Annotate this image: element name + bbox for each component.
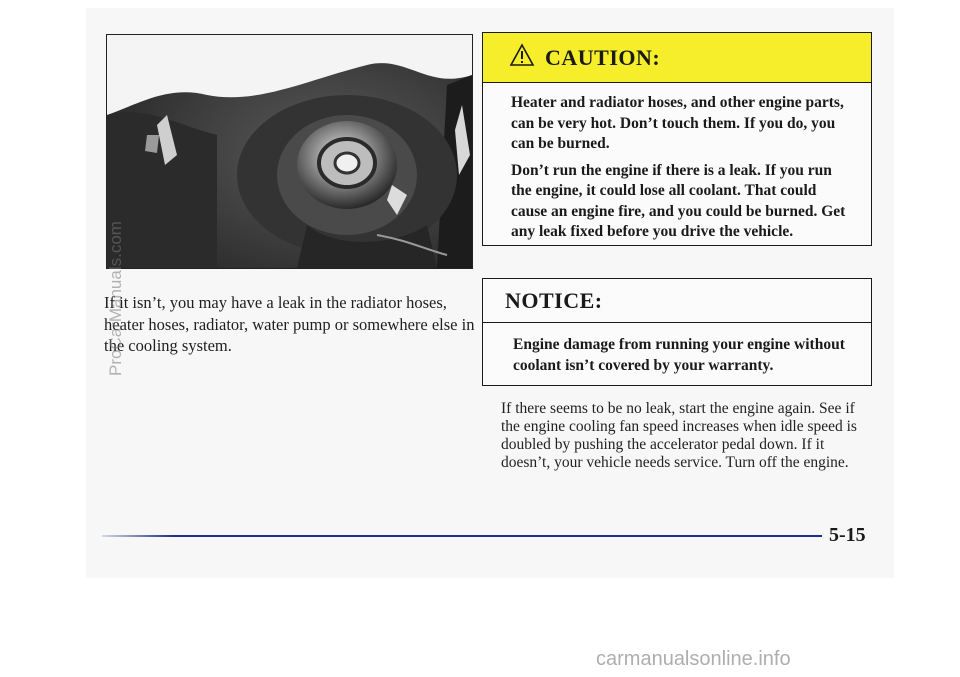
caution-header bbox=[483, 33, 871, 83]
engine-radiator-cap-photo bbox=[106, 34, 473, 269]
notice-header bbox=[483, 279, 871, 323]
page-number: 5-15 bbox=[829, 524, 866, 546]
restart-engine-paragraph: If there seems to be no leak, start the engine again. See if the engine cooling fan speed increases when idle speed is doubled by pushing the accelerator pedal down. If it doesn’t, your vehicle needs service. Turn off the engine. bbox=[501, 400, 857, 471]
watermark-procarmanuals: ProCarManuals.com bbox=[106, 221, 125, 376]
caution-box bbox=[482, 32, 872, 246]
watermark-carmanualsonline: carmanualsonline.info bbox=[596, 648, 791, 670]
notice-title: NOTICE: bbox=[505, 287, 603, 313]
leak-check-paragraph: If it isn’t, you may have a leak in the radiator hoses, heater hoses, radiator, water pump or somewhere else in the cooling system. bbox=[104, 293, 475, 355]
caution-paragraph: Heater and radiator hoses, and other engine parts, can be very hot. Don’t touch them. If you do, you can be burned. bbox=[511, 94, 844, 152]
notice-body: Engine damage from running your engine without coolant isn’t covered by your warranty. bbox=[513, 336, 845, 374]
warning-triangle-icon bbox=[509, 43, 535, 72]
radiator-cap-illustration bbox=[107, 35, 472, 268]
caution-paragraph: Don’t run the engine if there is a leak. If you run the engine, it could lose all coolant. That could cause an engine fire, and you could be burned. Get any leak fixed before you drive the vehicle. bbox=[511, 161, 846, 240]
caution-title: CAUTION: bbox=[545, 44, 661, 70]
notice-box bbox=[482, 278, 872, 386]
caution-body bbox=[483, 83, 871, 243]
footer-rule bbox=[102, 535, 822, 537]
